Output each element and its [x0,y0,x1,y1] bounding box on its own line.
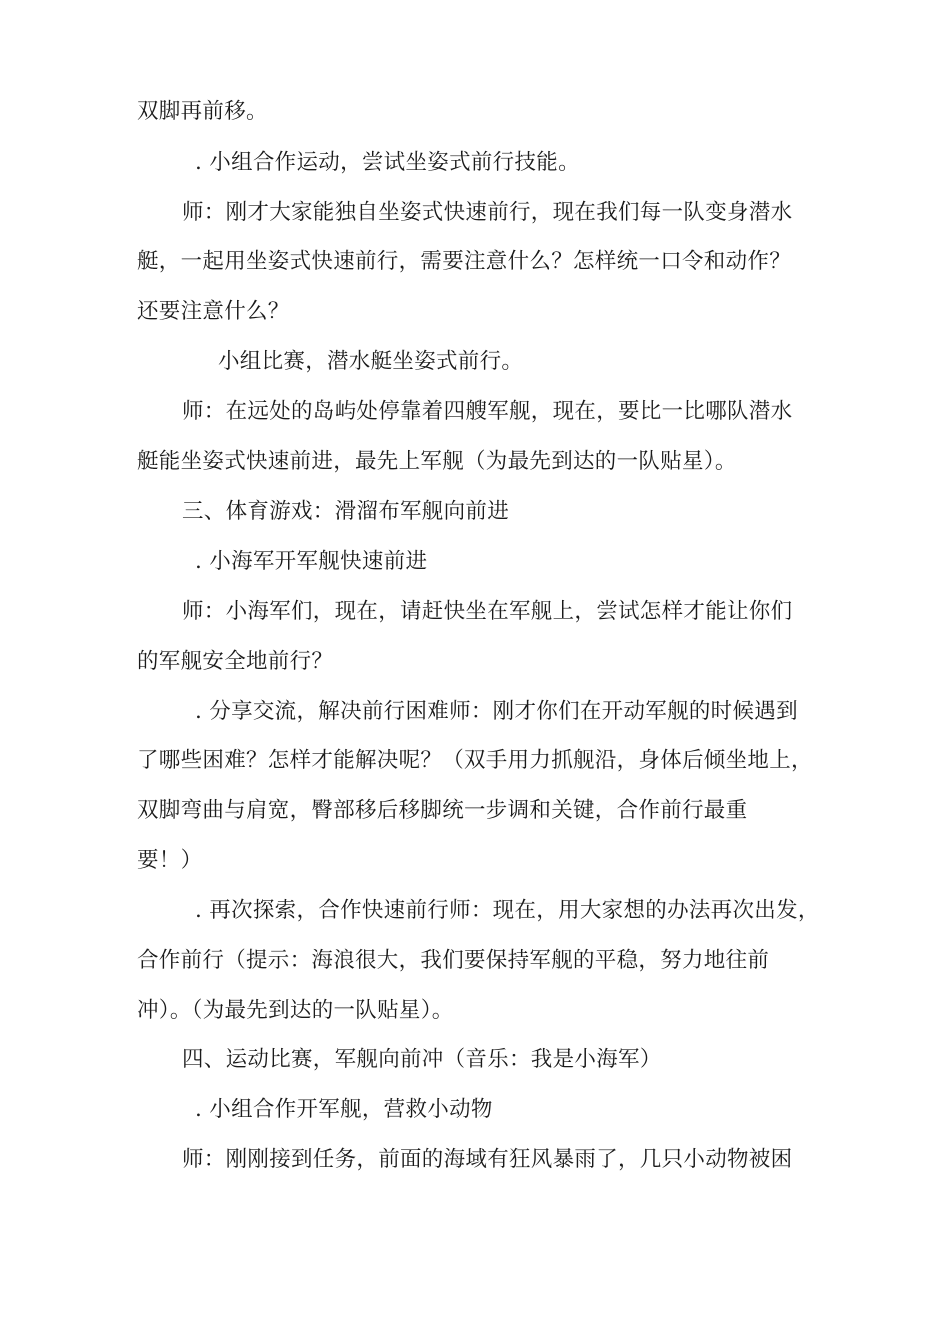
text-line: 师：刚才大家能独自坐姿式快速前行，现在我们每一队变身潜水 [182,200,793,225]
text-line: 了哪些困难？怎样才能解决呢？（双手用力抓舰沿，身体后倾坐地上， [137,748,813,773]
text-line: . 小海军开军舰快速前进 [195,549,428,574]
text-line: 师：在远处的岛屿处停靠着四艘军舰，现在，要比一比哪队潜水 [182,399,793,424]
text-line: 四、运动比赛，军舰向前冲（音乐：我是小海军） [182,1047,662,1072]
text-line: . 分享交流，解决前行困难师：刚才你们在开动军舰的时候遇到 [195,699,798,724]
text-line: 双脚再前移。 [137,99,268,124]
text-line: 艇，一起用坐姿式快速前行，需要注意什么？怎样统一口令和动作？ [137,249,792,274]
text-line: 师：刚刚接到任务，前面的海域有狂风暴雨了，几只小动物被困 [182,1147,793,1172]
text-line: 的军舰安全地前行？ [137,649,334,674]
text-line: 师：小海军们，现在，请赶快坐在军舰上，尝试怎样才能让你们 [182,599,793,624]
text-line: 还要注意什么？ [137,299,290,324]
text-line: . 小组合作开军舰，营救小动物 [195,1097,493,1122]
text-line: . 再次探索，合作快速前行师：现在，用大家想的办法再次出发， [195,898,820,923]
text-line: 合作前行（提示：海浪很大，我们要保持军舰的平稳，努力地往前 [137,948,770,973]
text-line: 艇能坐姿式快速前进，最先上军舰（为最先到达的一队贴星）。 [137,449,737,474]
text-line: 双脚弯曲与肩宽，臀部移后移脚统一步调和关键，合作前行最重 [137,798,748,823]
text-line: 小组比赛，潜水艇坐姿式前行。 [218,349,524,374]
text-line: . 小组合作运动，尝试坐姿式前行技能。 [195,150,580,175]
text-line: 要！） [137,848,203,873]
text-line: 冲）。（为最先到达的一队贴星）。 [137,998,454,1023]
text-line: 三、体育游戏：滑溜布军舰向前进 [182,499,510,524]
